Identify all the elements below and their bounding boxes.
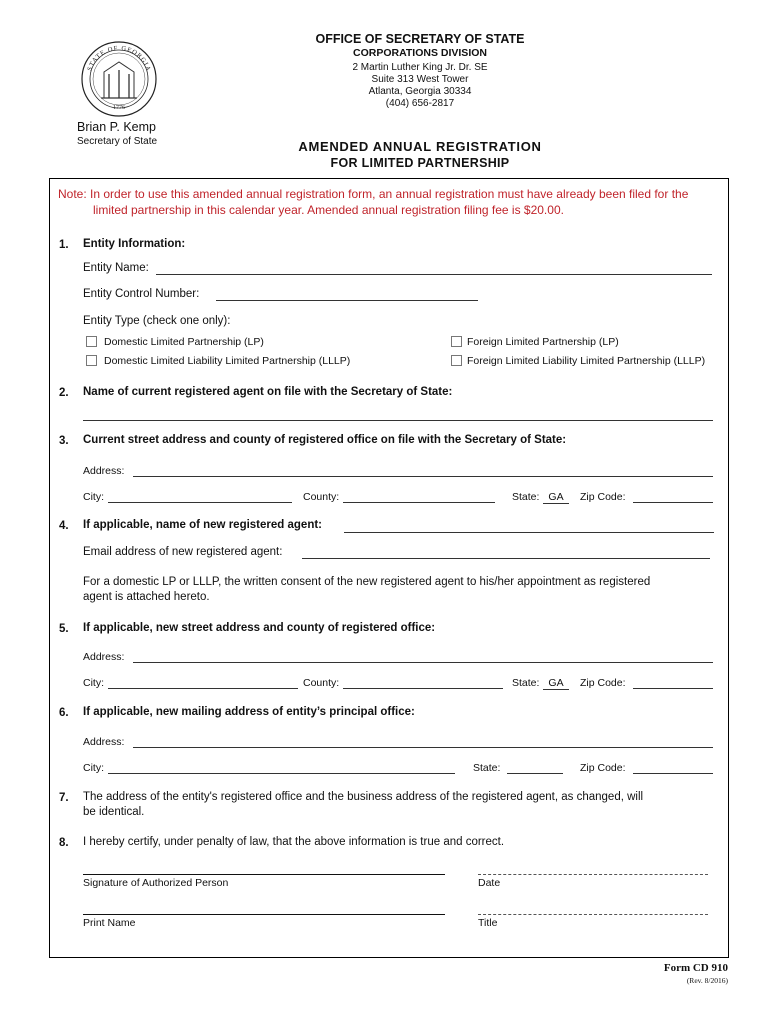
new-agent-field[interactable] (344, 532, 714, 533)
signature-field[interactable] (83, 874, 445, 875)
phone-number: (404) 656-2817 (385, 98, 455, 109)
domestic-lp-label: Domestic Limited Partnership (LP) (104, 336, 264, 348)
s5-zip-field[interactable] (633, 688, 713, 689)
address-line-3: Atlanta, Georgia 30334 (368, 86, 472, 97)
state-seal-logo (80, 40, 158, 118)
consent-line-2: agent is attached hereto. (83, 591, 210, 603)
print-name-label: Print Name (83, 917, 136, 929)
section-4-number: 4. (59, 520, 69, 532)
svg-text:1776: 1776 (113, 105, 125, 111)
official-name: Brian P. Kemp (77, 120, 156, 134)
s5-city-label: City: (83, 677, 104, 689)
section-6-heading: If applicable, new mailing address of entity’s principal office: (83, 706, 415, 718)
date-field[interactable] (478, 874, 708, 875)
s5-zip-label: Zip Code: (580, 677, 626, 689)
date-label: Date (478, 877, 501, 889)
s3-city-label: City: (83, 491, 104, 503)
s3-city-field[interactable] (108, 502, 292, 503)
s3-state-value: GA (543, 491, 569, 504)
section-3-heading: Current street address and county of registered office on file with the Secretary of State: (83, 434, 567, 446)
foreign-lllp-label: Foreign Limited Liability Limited Partnership (LLLP) (467, 355, 706, 367)
address-line-2: Suite 313 West Tower (371, 74, 469, 85)
foreign-lllp-checkbox[interactable] (451, 355, 462, 366)
section-7-line-1: The address of the entity's registered office and the business address of the registered agent, as changed, will (83, 791, 644, 803)
fee-note-line-1: Note: In order to use this amended annual registration form, an annual registration must have already been filed for the (58, 187, 689, 201)
section-5-heading: If applicable, new street address and county of registered office: (83, 622, 436, 634)
section-7-number: 7. (59, 792, 69, 804)
section-4-heading: If applicable, name of new registered agent: (83, 519, 323, 531)
s5-county-label: County: (303, 677, 340, 689)
section-1-number: 1. (59, 239, 69, 251)
entity-name-label: Entity Name: (83, 262, 149, 274)
certification-text: I hereby certify, under penalty of law, that the above information is true and correct. (83, 836, 505, 848)
current-agent-field[interactable] (83, 420, 713, 421)
s5-state-label: State: (512, 677, 540, 689)
domestic-lp-checkbox[interactable] (86, 336, 97, 347)
section-2-heading: Name of current registered agent on file with the Secretary of State: (83, 386, 453, 398)
foreign-lp-checkbox[interactable] (451, 336, 462, 347)
form-number: Form CD 910 (663, 962, 728, 974)
entity-name-field[interactable] (156, 274, 712, 275)
s5-county-field[interactable] (343, 688, 503, 689)
revision-date: (Rev. 8/2016) (686, 976, 728, 985)
title-label: Title (478, 917, 498, 929)
s5-city-field[interactable] (108, 688, 298, 689)
s3-state-label: State: (512, 491, 540, 503)
s6-address-label: Address: (83, 736, 125, 748)
form-title-line-1: AMENDED ANNUAL REGISTRATION (298, 139, 542, 154)
section-2-number: 2. (59, 387, 69, 399)
form-title-line-2: FOR LIMITED PARTNERSHIP (330, 156, 510, 170)
s3-address-label: Address: (83, 465, 125, 477)
section-5-number: 5. (59, 623, 69, 635)
s6-zip-label: Zip Code: (580, 762, 626, 774)
s5-address-label: Address: (83, 651, 125, 663)
entity-type-label: Entity Type (check one only): (83, 315, 231, 327)
s6-zip-field[interactable] (633, 773, 713, 774)
s3-zip-field[interactable] (633, 502, 713, 503)
fee-note-line-2: limited partnership in this calendar year. Amended annual registration filing fee is $20.00. (93, 203, 564, 217)
office-heading: OFFICE OF SECRETARY OF STATE (315, 32, 525, 46)
s6-address-field[interactable] (133, 747, 713, 748)
address-line-1: 2 Martin Luther King Jr. Dr. SE (352, 62, 488, 73)
fee-note (58, 186, 724, 218)
s3-zip-label: Zip Code: (580, 491, 626, 503)
s6-state-field[interactable] (507, 773, 563, 774)
s3-county-field[interactable] (343, 502, 495, 503)
section-8-number: 8. (59, 837, 69, 849)
s6-city-field[interactable] (108, 773, 455, 774)
section-7-line-2: be identical. (83, 806, 145, 818)
email-label: Email address of new registered agent: (83, 546, 283, 558)
foreign-lp-label: Foreign Limited Partnership (LP) (467, 336, 619, 348)
title-field[interactable] (478, 914, 708, 915)
s5-state-value: GA (543, 677, 569, 690)
control-number-label: Entity Control Number: (83, 288, 200, 300)
domestic-lllp-checkbox[interactable] (86, 355, 97, 366)
s3-address-field[interactable] (133, 476, 713, 477)
control-number-field[interactable] (216, 300, 478, 301)
section-1-heading: Entity Information: (83, 238, 186, 250)
s3-county-label: County: (303, 491, 340, 503)
section-6-number: 6. (59, 707, 69, 719)
division-heading: CORPORATIONS DIVISION (353, 47, 487, 59)
official-title: Secretary of State (77, 136, 158, 147)
s6-city-label: City: (83, 762, 104, 774)
consent-line-1: For a domestic LP or LLLP, the written consent of the new registered agent to his/her appointment as registered (83, 576, 651, 588)
svg-text:STATE OF GEORGIA: STATE OF GEORGIA (86, 44, 152, 73)
signature-label: Signature of Authorized Person (83, 877, 229, 889)
domestic-lllp-label: Domestic Limited Liability Limited Partnership (LLLP) (104, 355, 351, 367)
s5-address-field[interactable] (133, 662, 713, 663)
email-field[interactable] (302, 558, 710, 559)
section-3-number: 3. (59, 435, 69, 447)
s6-state-label: State: (473, 762, 501, 774)
print-name-field[interactable] (83, 914, 445, 915)
